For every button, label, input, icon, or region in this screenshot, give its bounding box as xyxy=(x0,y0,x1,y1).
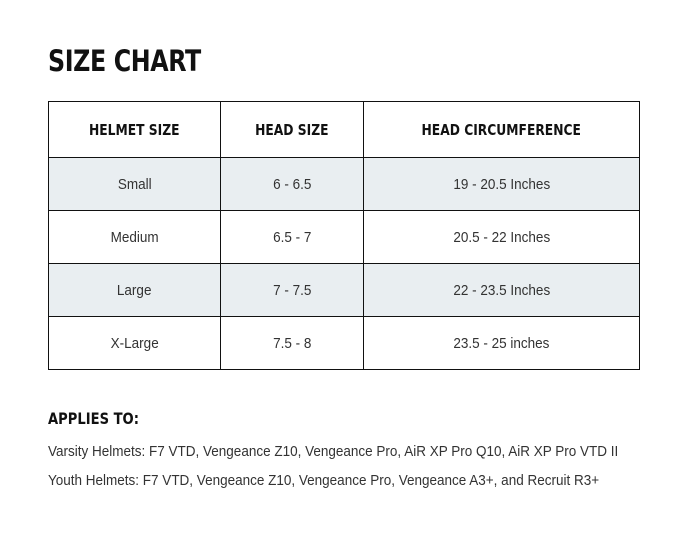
head-circumference-cell: 20.5 - 22 Inches xyxy=(364,211,640,264)
applies-to-heading: APPLIES TO: xyxy=(48,409,139,428)
column-header-helmet-size: HELMET SIZE xyxy=(49,102,221,158)
helmet-size-cell: Medium xyxy=(49,211,221,264)
column-header-head-size: HEAD SIZE xyxy=(221,102,364,158)
column-header-head-circumference: HEAD CIRCUMFERENCE xyxy=(364,102,640,158)
table-row xyxy=(49,158,640,211)
helmet-size-cell: X-Large xyxy=(49,317,221,370)
table-header-row xyxy=(49,102,640,158)
head-size-cell: 6.5 - 7 xyxy=(221,211,364,264)
helmet-size-cell: Small xyxy=(49,158,221,211)
size-chart-table xyxy=(48,101,640,370)
varsity-helmets-line: Varsity Helmets: F7 VTD, Vengeance Z10, Vengeance Pro, AiR XP Pro Q10, AiR XP Pro VTD II xyxy=(48,443,619,460)
head-circumference-cell: 23.5 - 25 inches xyxy=(364,317,640,370)
head-size-cell: 7 - 7.5 xyxy=(221,264,364,317)
table-row xyxy=(49,317,640,370)
table-row xyxy=(49,264,640,317)
table-row xyxy=(49,211,640,264)
youth-helmets-line: Youth Helmets: F7 VTD, Vengeance Z10, Vengeance Pro, Vengeance A3+, and Recruit R3+ xyxy=(48,472,600,489)
page-title: SIZE CHART xyxy=(48,44,201,78)
head-size-cell: 7.5 - 8 xyxy=(221,317,364,370)
head-circumference-cell: 19 - 20.5 Inches xyxy=(364,158,640,211)
head-circumference-cell: 22 - 23.5 Inches xyxy=(364,264,640,317)
head-size-cell: 6 - 6.5 xyxy=(221,158,364,211)
helmet-size-cell: Large xyxy=(49,264,221,317)
